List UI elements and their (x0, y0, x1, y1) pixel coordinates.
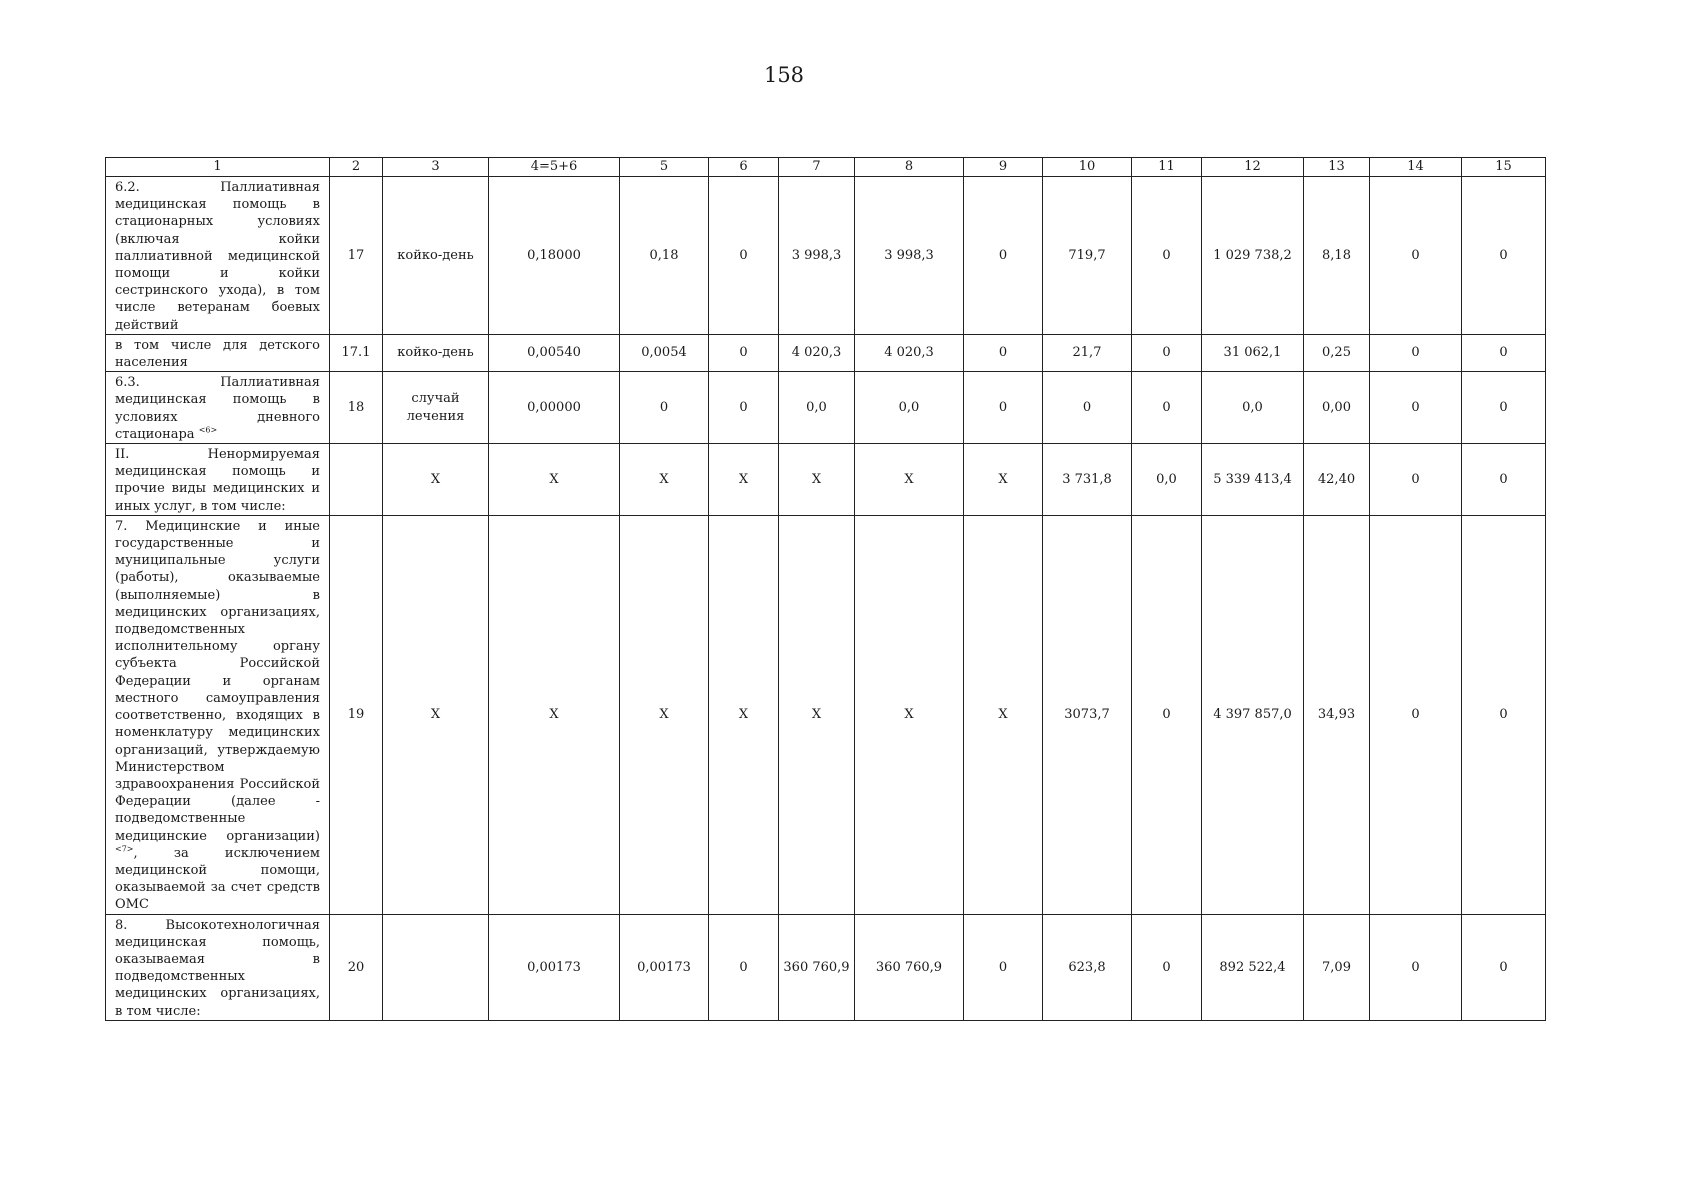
table-cell: 4 397 857,0 (1202, 515, 1304, 914)
table-cell: 0,0 (1202, 372, 1304, 444)
table-cell: 0 (1370, 177, 1462, 335)
column-header: 1 (106, 158, 330, 177)
column-header: 3 (383, 158, 489, 177)
table-cell: 0 (1132, 372, 1202, 444)
column-header: 5 (620, 158, 709, 177)
table-cell: 892 522,4 (1202, 914, 1304, 1020)
column-header: 9 (964, 158, 1043, 177)
table-row (106, 914, 1546, 1020)
column-header: 11 (1132, 158, 1202, 177)
table-cell: X (779, 515, 855, 914)
table-cell (330, 444, 383, 516)
table-cell: 0 (709, 334, 779, 371)
column-header: 15 (1462, 158, 1546, 177)
table-cell: 0 (1370, 515, 1462, 914)
column-header: 10 (1043, 158, 1132, 177)
table-cell: 360 760,9 (855, 914, 964, 1020)
table-row (106, 515, 1546, 914)
table-cell: 0 (1462, 334, 1546, 371)
table-cell: 0 (1132, 914, 1202, 1020)
table-cell: 0 (1370, 444, 1462, 516)
table-cell: койко-день (383, 177, 489, 335)
table-cell: 0,00173 (620, 914, 709, 1020)
table-cell: 3 998,3 (855, 177, 964, 335)
table-cell: 0 (709, 914, 779, 1020)
table-cell: 0,0054 (620, 334, 709, 371)
table-cell: 0,18000 (489, 177, 620, 335)
table-cell: 0 (964, 334, 1043, 371)
table-cell: X (383, 444, 489, 516)
table-cell: 0 (1132, 334, 1202, 371)
table-cell: X (709, 444, 779, 516)
table-row (106, 334, 1546, 371)
table-cell: 0 (964, 177, 1043, 335)
table-cell: 719,7 (1043, 177, 1132, 335)
table-cell: 0 (1132, 177, 1202, 335)
column-header: 12 (1202, 158, 1304, 177)
column-header: 2 (330, 158, 383, 177)
table-cell: 360 760,9 (779, 914, 855, 1020)
table-cell: 0,18 (620, 177, 709, 335)
table-cell: 31 062,1 (1202, 334, 1304, 371)
table-cell: 17.1 (330, 334, 383, 371)
table-cell: 4 020,3 (855, 334, 964, 371)
table-cell: X (964, 515, 1043, 914)
table-cell: случай лечения (383, 372, 489, 444)
column-header: 6 (709, 158, 779, 177)
table-cell: X (855, 515, 964, 914)
table-cell: 0 (1370, 372, 1462, 444)
column-header: 4=5+6 (489, 158, 620, 177)
table-cell: 0 (1370, 914, 1462, 1020)
table-cell: 0,00540 (489, 334, 620, 371)
column-header: 8 (855, 158, 964, 177)
table-cell: 18 (330, 372, 383, 444)
table-cell: 17 (330, 177, 383, 335)
table-cell: 19 (330, 515, 383, 914)
table-cell: 0 (1462, 914, 1546, 1020)
column-header: 7 (779, 158, 855, 177)
row-description: 6.2. Паллиативная медицинская помощь в стационарных условиях (включая койки паллиативной медицинской помощи и койки сестринского ухода), в том числе ветеранам боевых действий (106, 177, 330, 335)
table-cell: 3 998,3 (779, 177, 855, 335)
table-cell: 3 731,8 (1043, 444, 1132, 516)
table-cell: X (709, 515, 779, 914)
table-cell: 5 339 413,4 (1202, 444, 1304, 516)
table-cell: койко-день (383, 334, 489, 371)
table-cell: X (779, 444, 855, 516)
row-description: 6.3. Паллиативная медицинская помощь в условиях дневного стационара $^{<6>}$ (106, 372, 330, 444)
table-cell: 0,0 (1132, 444, 1202, 516)
footnote-ref: <6> (198, 425, 218, 435)
header-row (106, 158, 1546, 177)
table-cell: 21,7 (1043, 334, 1132, 371)
row-description: II. Ненормируемая медицинская помощь и прочие виды медицинских и иных услуг, в том числе: (106, 444, 330, 516)
footnote-ref: <7> (115, 844, 134, 854)
table-cell: X (855, 444, 964, 516)
table-cell: 0 (964, 372, 1043, 444)
table-cell: X (964, 444, 1043, 516)
table-cell: 0,00173 (489, 914, 620, 1020)
table-cell: 0,00 (1304, 372, 1370, 444)
table-cell: 34,93 (1304, 515, 1370, 914)
table-cell: 0 (1132, 515, 1202, 914)
table-cell: 0 (1462, 515, 1546, 914)
table-cell (383, 914, 489, 1020)
table-cell: 0 (1462, 444, 1546, 516)
row-description: в том числе для детского населения (106, 334, 330, 371)
table-cell: 0 (1462, 372, 1546, 444)
data-table (105, 157, 1546, 1021)
table-cell: X (489, 515, 620, 914)
table-cell: X (620, 444, 709, 516)
table-cell: 0 (1043, 372, 1132, 444)
column-header: 14 (1370, 158, 1462, 177)
table-cell: 8,18 (1304, 177, 1370, 335)
table-cell: 3073,7 (1043, 515, 1132, 914)
table-row (106, 372, 1546, 444)
table-row (106, 177, 1546, 335)
table-cell: X (489, 444, 620, 516)
row-description: 7. Медицинские и иные государственные и муниципальные услуги (работы), оказываемые (выполняемые) в медицинских организациях, подведомственных исполнительному органу субъекта Российской Федерации и органам местного самоуправления соответственно, входящих в номенклатуру медицинских организаций, утверждаемую Министерством здравоохранения Российской Федерации (далее - подведомственные медицинские организации) $^{<7>}$, за исключением медицинской помощи, оказываемой за счет средств ОМС (106, 515, 330, 914)
table-cell: X (620, 515, 709, 914)
page-number: 158 (763, 63, 805, 87)
table-cell: 7,09 (1304, 914, 1370, 1020)
row-description: 8. Высокотехнологичная медицинская помощь, оказываемая в подведомственных медицинских организациях, в том числе: (106, 914, 330, 1020)
table-cell: 0 (1462, 177, 1546, 335)
table-cell: 623,8 (1043, 914, 1132, 1020)
table-cell: 4 020,3 (779, 334, 855, 371)
table-cell: 0 (620, 372, 709, 444)
table-cell: 0 (709, 372, 779, 444)
table-cell: 1 029 738,2 (1202, 177, 1304, 335)
table-cell: 0 (709, 177, 779, 335)
table-cell: 20 (330, 914, 383, 1020)
table-cell: 0 (1370, 334, 1462, 371)
table-cell: 0,0 (779, 372, 855, 444)
table-cell: 0,00000 (489, 372, 620, 444)
table-cell: X (383, 515, 489, 914)
table-cell: 0,25 (1304, 334, 1370, 371)
table-cell: 0 (964, 914, 1043, 1020)
table-row (106, 444, 1546, 516)
table-cell: 42,40 (1304, 444, 1370, 516)
column-header: 13 (1304, 158, 1370, 177)
table-cell: 0,0 (855, 372, 964, 444)
